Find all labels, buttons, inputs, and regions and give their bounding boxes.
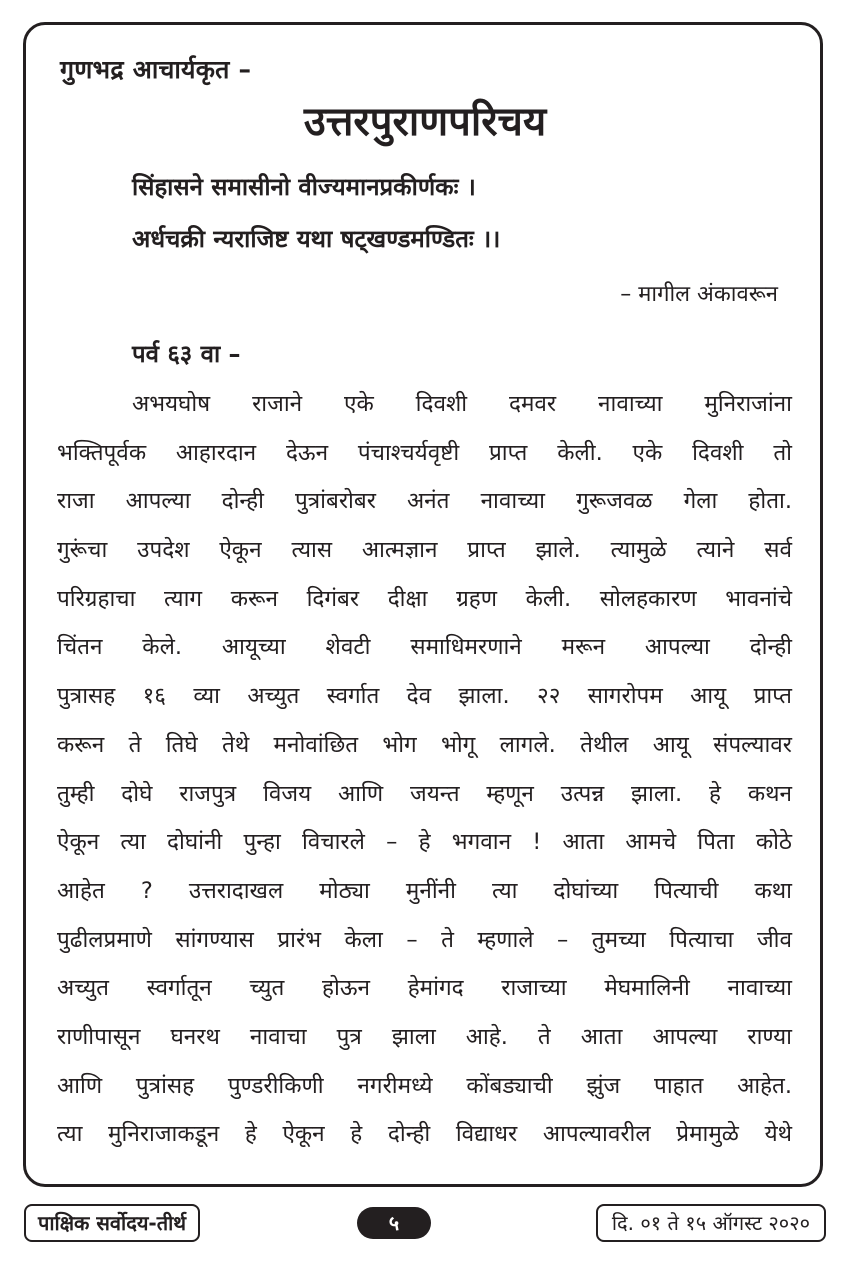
body-line: तुम्ही दोघे राजपुत्र विजय आणि जयन्त म्हणून उत्पन्न झाला. हे कथन bbox=[57, 780, 792, 807]
publication-name: पाक्षिक सर्वोदय-तीर्थ bbox=[24, 1204, 200, 1242]
verse-line-1: सिंहासने समासीनो वीज्यमानप्रकीर्णकः । bbox=[132, 173, 476, 201]
body-line: परिग्रहाचा त्याग करून दिगंबर दीक्षा ग्रहण केली. सोलहकारण भावनांचे bbox=[57, 585, 792, 612]
body-line: आहेत ? उत्तरादाखल मोठ्या मुनींनी त्या दोघांच्या पित्याची कथा bbox=[57, 877, 792, 904]
body-line: चिंतन केले. आयूच्या शेवटी समाधिमरणाने मरून आपल्या दोन्ही bbox=[57, 634, 792, 661]
body-paragraph bbox=[57, 380, 792, 1159]
body-line: अच्युत स्वर्गातून च्युत होऊन हेमांगद राजाच्या मेघमालिनी नावाच्या bbox=[57, 975, 792, 1002]
body-line: करून ते तिघे तेथे मनोवांछित भोग भोगू लागले. तेथील आयू संपल्यावर bbox=[57, 731, 792, 758]
body-line: ऐकून त्या दोघांनी पुन्हा विचारले – हे भगवान ! आता आमचे पिता कोठे bbox=[57, 829, 792, 856]
body-line: पुत्रासह १६ व्या अच्युत स्वर्गात देव झाला. २२ सागरोपम आयू प्राप्त bbox=[57, 683, 792, 710]
issue-date: दि. ०१ ते १५ ऑगस्ट २०२० bbox=[596, 1204, 826, 1242]
page-number: ५ bbox=[357, 1207, 431, 1239]
body-line: पुढीलप्रमाणे सांगण्यास प्रारंभ केला – ते म्हणाले – तुमच्या पित्याचा जीव bbox=[57, 926, 792, 953]
body-line: राजा आपल्या दोन्ही पुत्रांबरोबर अनंत नावाच्या गुरूजवळ गेला होता. bbox=[57, 488, 792, 515]
section-heading: पर्व ६३ वा – bbox=[132, 340, 241, 368]
body-line: अभयघोष राजाने एके दिवशी दमवर नावाच्या मुनिराजांना bbox=[132, 391, 792, 417]
author-line: गुणभद्र आचार्यकृत – bbox=[60, 55, 252, 84]
source-note: – मागील अंकावरून bbox=[620, 282, 778, 307]
body-line: आणि पुत्रांसह पुण्डरीकिणी नगरीमध्ये कोंबड्याची झुंज पाहात आहेत. bbox=[57, 1072, 792, 1099]
body-line: गुरूंचा उपदेश ऐकून त्यास आत्मज्ञान प्राप्त झाले. त्यामुळे त्याने सर्व bbox=[57, 537, 792, 564]
body-line: भक्तिपूर्वक आहारदान देऊन पंचाश्चर्यवृष्टी प्राप्त केली. एके दिवशी तो bbox=[57, 439, 792, 466]
body-line: त्या मुनिराजाकडून हे ऐकून हे दोन्ही विद्याधर आपल्यावरील प्रेमामुळे येथे bbox=[57, 1121, 792, 1148]
body-line: राणीपासून घनरथ नावाचा पुत्र झाला आहे. ते आता आपल्या राण्या bbox=[57, 1023, 792, 1050]
page-title: उत्तरपुराणपरिचय bbox=[303, 99, 547, 145]
verse-line-2: अर्धचक्री न्यराजिष्ट यथा षट्खण्डमण्डितः ।। bbox=[132, 225, 501, 253]
